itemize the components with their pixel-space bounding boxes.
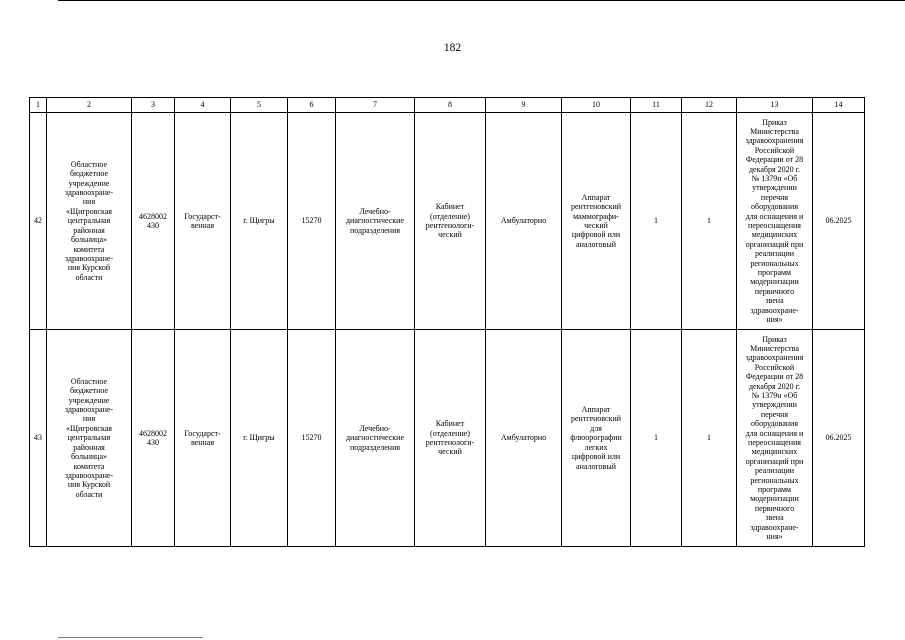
column-number: 11: [631, 98, 682, 113]
inn-cell: 4628002 430: [132, 330, 175, 547]
order-cell: Приказ Министерства здравоохранения Российской Федерации от 28 декабря 2020 г. № 1379н «Об утверждении перечня оборудования для оснащения и переоснащения медицинских организаций при реализации региональных программ модернизации первичного звена здравоохране- ния»: [737, 330, 813, 547]
column-number: 13: [737, 98, 813, 113]
organization-cell: Областное бюджетное учреждение здравоохране- ния «Щигровская центральная районная больница» комитета здравоохране- ния Курской области: [47, 330, 132, 547]
city-cell: г. Щигры: [231, 330, 288, 547]
column-number-row: [30, 98, 865, 113]
order-cell: Приказ Министерства здравоохранения Российской Федерации от 28 декабря 2020 г. № 1379н «Об утверждении перечня оборудования для оснащения и переоснащения медицинских организаций при реализации региональных программ модернизации первичного звена здравоохране- ния»: [737, 113, 813, 330]
column-number: 12: [682, 98, 737, 113]
postal-code-cell: 15270: [288, 330, 336, 547]
department-cell: Кабинет (отделение) рентгенологи- ческий: [415, 113, 486, 330]
city-cell: г. Щигры: [231, 113, 288, 330]
column-number: 9: [486, 98, 562, 113]
registry-table: [29, 97, 865, 547]
equipment-cell: Аппарат рентгеновский маммографи- ческий цифровой или аналоговый: [562, 113, 631, 330]
column-number: 4: [175, 98, 231, 113]
postal-code-cell: 15270: [288, 113, 336, 330]
quantity-cell: 1: [682, 113, 737, 330]
unit-cell: Лечебно- диагностические подразделения: [336, 113, 415, 330]
ownership-cell: Государст- венная: [175, 113, 231, 330]
date-cell: 06.2025: [813, 330, 865, 547]
unit-cell: Лечебно- диагностические подразделения: [336, 330, 415, 547]
column-number: 3: [132, 98, 175, 113]
column-number: 10: [562, 98, 631, 113]
department-cell: Кабинет (отделение) рентгенологи- ческий: [415, 330, 486, 547]
table-row: [30, 330, 865, 547]
row-number-cell: 42: [30, 113, 47, 330]
column-number: 6: [288, 98, 336, 113]
inn-cell: 4628002 430: [132, 113, 175, 330]
column-number: 14: [813, 98, 865, 113]
bottom-rule: [58, 637, 203, 638]
date-cell: 06.2025: [813, 113, 865, 330]
care-type-cell: Амбулаторно: [486, 113, 562, 330]
column-number: 5: [231, 98, 288, 113]
top-rule: [58, 0, 905, 1]
organization-cell: Областное бюджетное учреждение здравоохране- ния «Щигровская центральная районная больница» комитета здравоохране- ния Курской области: [47, 113, 132, 330]
table-row: [30, 113, 865, 330]
quantity-cell: 1: [631, 330, 682, 547]
quantity-cell: 1: [631, 113, 682, 330]
page-number: 182: [443, 42, 462, 54]
equipment-cell: Аппарат рентгеновский для флюорографии легких цифровой или аналоговый: [562, 330, 631, 547]
column-number: 1: [30, 98, 47, 113]
ownership-cell: Государст- венная: [175, 330, 231, 547]
care-type-cell: Амбулаторно: [486, 330, 562, 547]
column-number: 7: [336, 98, 415, 113]
row-number-cell: 43: [30, 330, 47, 547]
column-number: 2: [47, 98, 132, 113]
quantity-cell: 1: [682, 330, 737, 547]
column-number: 8: [415, 98, 486, 113]
